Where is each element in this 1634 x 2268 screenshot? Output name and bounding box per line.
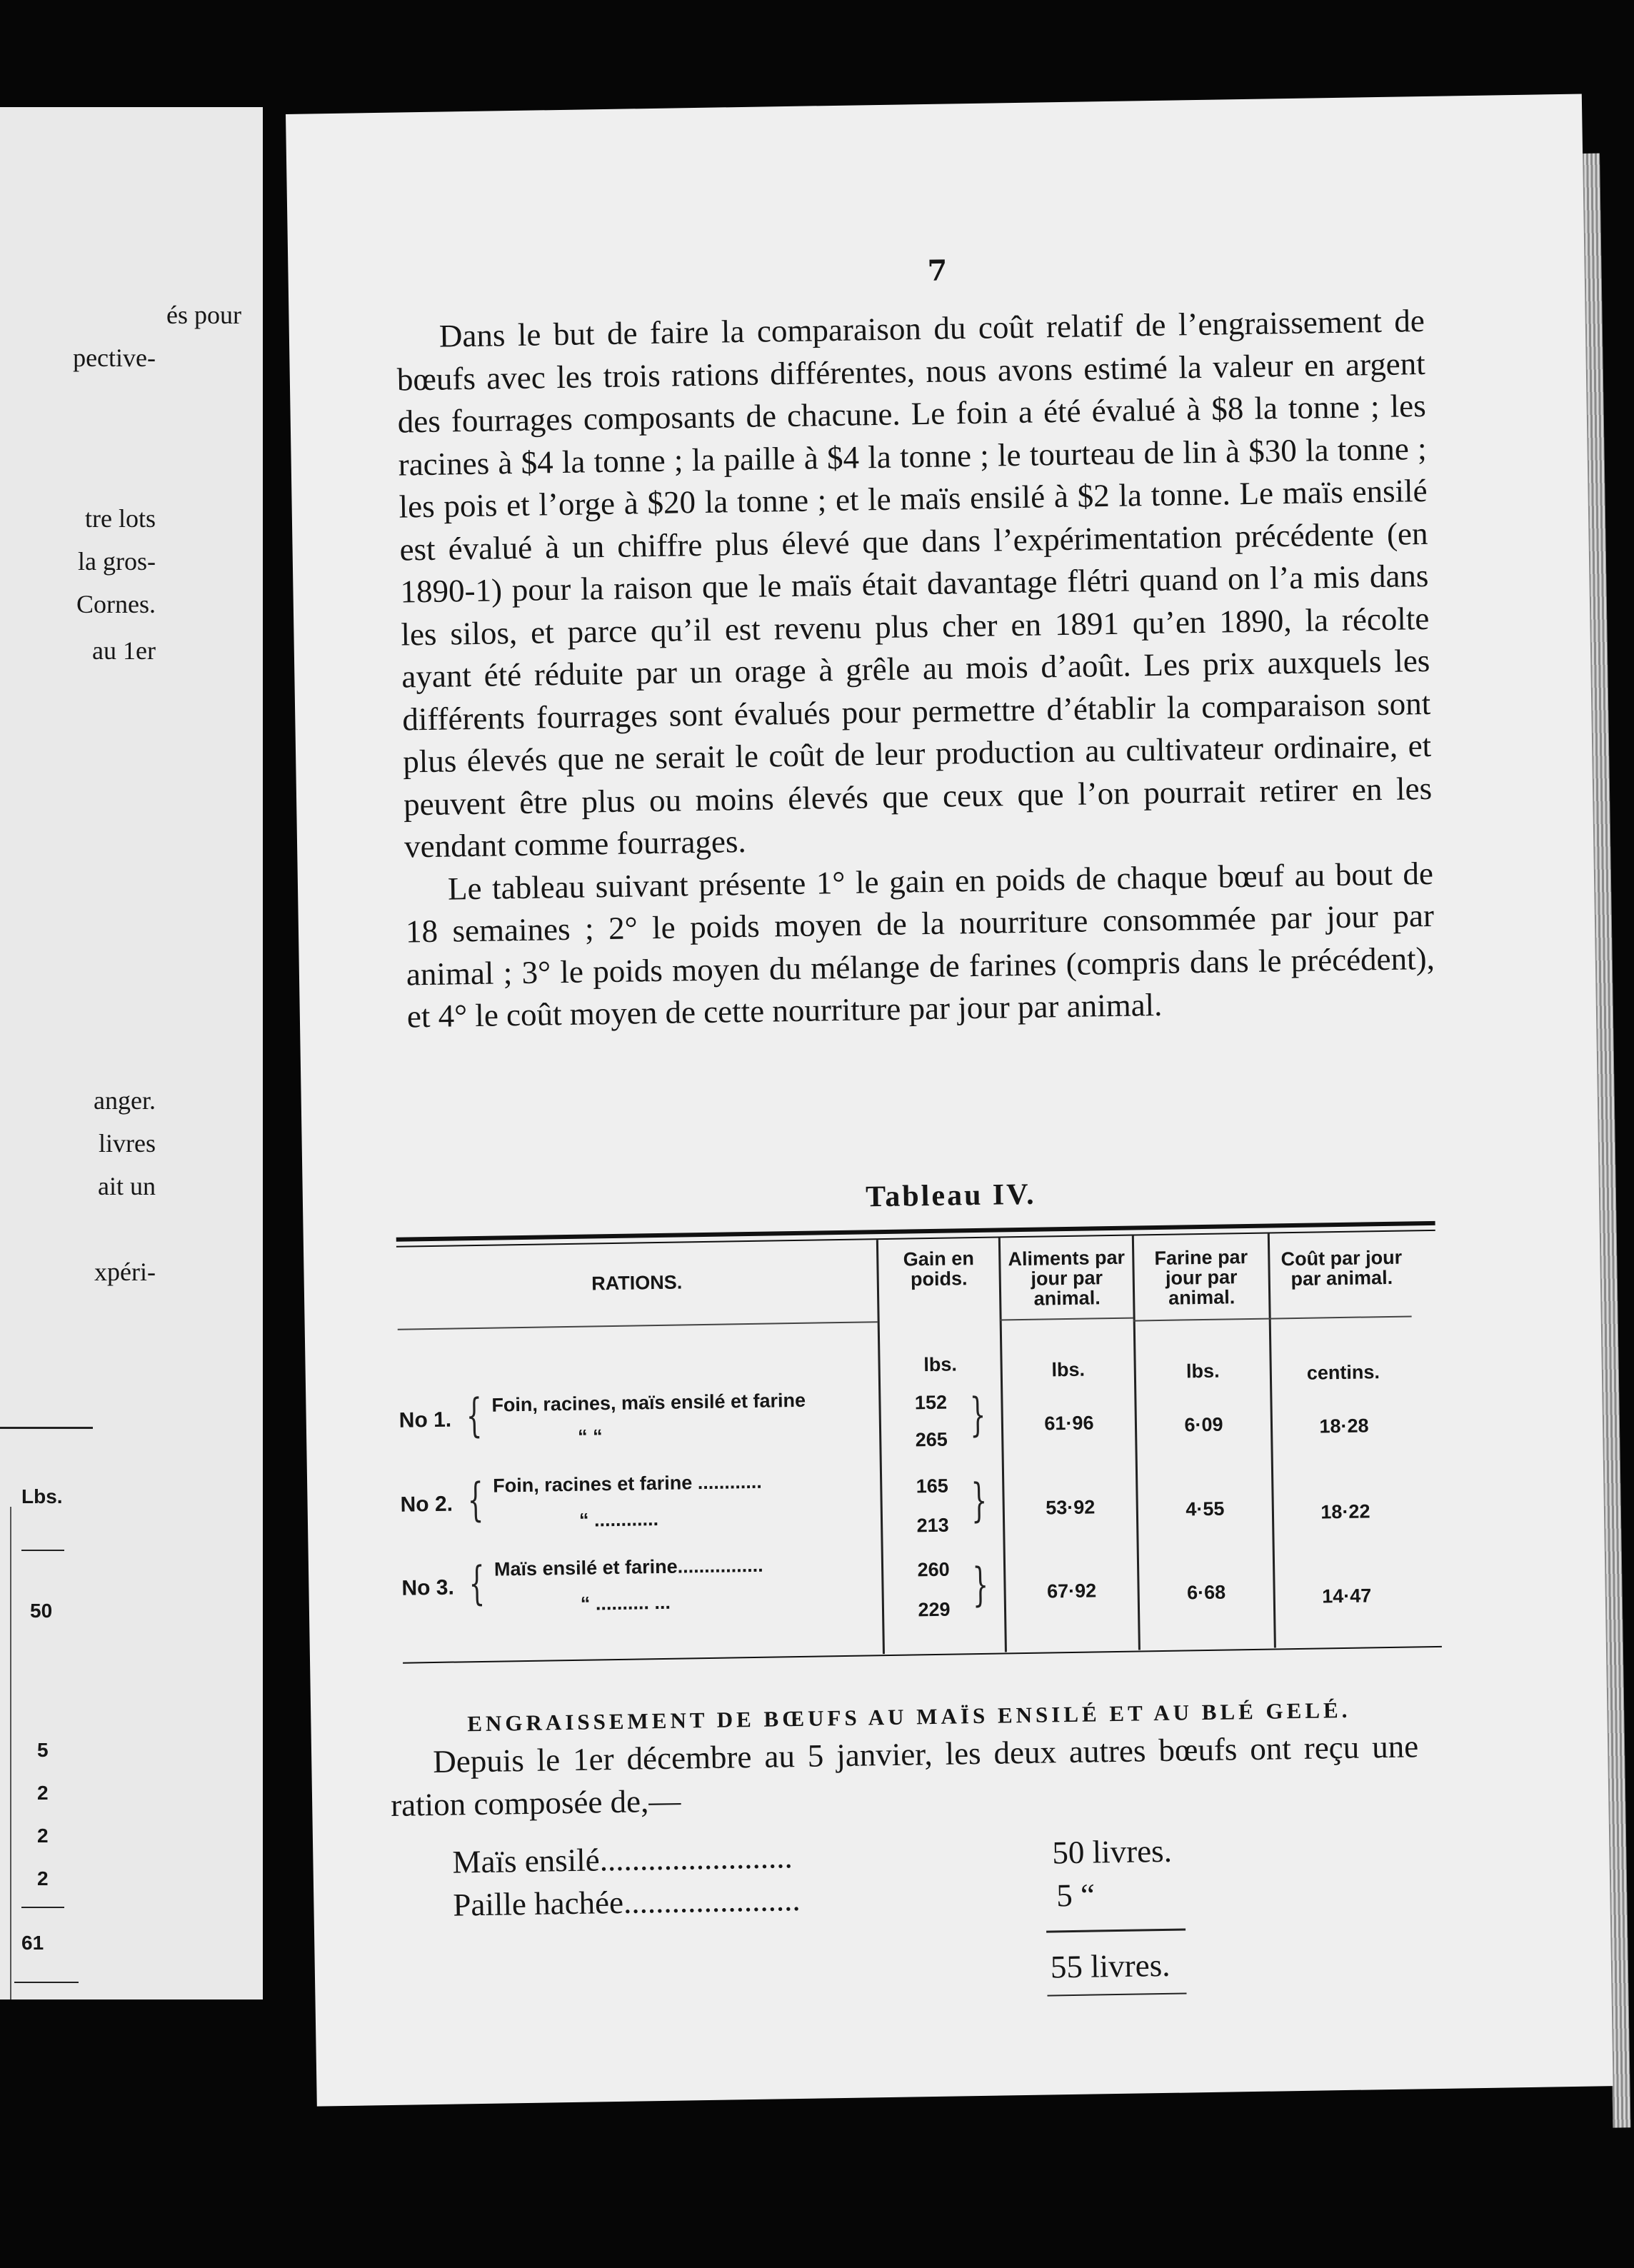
- farine-value: 6·09: [1184, 1413, 1223, 1436]
- header-cout: Coût par jour par animal.: [1280, 1246, 1403, 1290]
- header-gain: Gain en poids.: [903, 1248, 975, 1290]
- ration-item-value: 5 “: [1056, 1877, 1096, 1914]
- unit-gain: lbs.: [923, 1353, 958, 1376]
- left-table-value: 5: [37, 1739, 49, 1761]
- header-farine: Farine par jour par animal.: [1154, 1246, 1248, 1309]
- left-table-rule: [14, 1982, 79, 1983]
- brace-symbol: }: [969, 1388, 986, 1442]
- column-divider: [876, 1240, 885, 1654]
- section-text: [390, 1725, 1420, 1827]
- ration-description: “ ............: [578, 1508, 659, 1531]
- header-rations: RATIONS.: [591, 1271, 683, 1295]
- gain-value: 165: [916, 1475, 949, 1497]
- left-page-line: au 1er: [92, 636, 156, 665]
- left-page-line: Cornes.: [76, 590, 156, 618]
- page-number: 7: [927, 254, 948, 288]
- ration-description: “ .......... ...: [580, 1591, 671, 1615]
- cout-value: 18·28: [1319, 1415, 1369, 1437]
- left-page-line: és pour: [166, 301, 241, 329]
- paragraph: Depuis le 1er décembre au 5 janvier, les deux autres bœufs ont reçu une ration composée de,—: [390, 1728, 1419, 1823]
- left-page-line: livres: [99, 1129, 156, 1158]
- brace-symbol: }: [972, 1558, 989, 1612]
- cout-value: 18·22: [1320, 1500, 1370, 1523]
- cout-value: 14·47: [1322, 1585, 1372, 1607]
- total-rule: [1047, 1993, 1186, 1997]
- ration-item-value: 50 livres.: [1051, 1832, 1173, 1871]
- farine-value: 4·55: [1186, 1497, 1225, 1520]
- left-table-rule: [0, 1427, 93, 1429]
- ration-total: 55 livres.: [1050, 1947, 1171, 1985]
- gain-value: 152: [914, 1391, 948, 1414]
- ration-item-name: Paille hachée......................: [453, 1881, 801, 1923]
- paragraph: Dans le but de faire la comparaison du coût relatif de l’engraissement de bœufs avec les trois rations différentes, nous avons estimé la valeur en argent des fourrages composants de chacune. Le foin a été évalué à $8 la tonne ; les racines à $4 la tonne ; la paille à $4 la tonne ; le tourteau de lin à $30 la tonne ; les pois et l’orge à $20 la tonne ; et le maïs ensilé à $2 la tonne. Le maïs ensilé est évalué à un chiffre plus élevé que dans l’expérimentation précédente (en 1890-1) pour la raison que le maïs était davantage flétri quand on l’a mis dans les silos, et parce qu’il est revenu plus cher en 1891 qu’en 1890, la récolte ayant été réduite par un orage à grêle au mois d’août. Les prix auxquels les différents fourrages sont évalués pour permettre d’établir la comparaison sont plus élevés que ne serait le coût de leur production au cultivateur ordinaire, et peuvent être plus ou moins élevés que ceux que l’on pourrait retirer en les vendant comme fourrages.: [396, 302, 1433, 865]
- header-rule: [398, 1321, 878, 1330]
- paragraph: Le tableau suivant présente 1° le gain en poids de chaque bœuf au bout de 18 semaines ; 2° le poids moyen de la nourriture consommée par jour par animal ; 3° le poids moyen du mélange de farines (compris dans le précédent), et 4° le coût moyen de cette nourriture par jour par animal.: [405, 855, 1435, 1035]
- gain-value: 265: [915, 1428, 948, 1451]
- brace-symbol: {: [468, 1557, 486, 1611]
- total-rule: [1046, 1929, 1186, 1933]
- unit-farine: lbs.: [1186, 1360, 1220, 1383]
- ration-item-name: Maïs ensilé........................: [452, 1839, 793, 1880]
- body-text: [396, 300, 1435, 1038]
- table-title: Tableau IV.: [865, 1178, 1036, 1214]
- gain-value: 213: [916, 1514, 949, 1537]
- left-page-line: ait un: [98, 1172, 156, 1200]
- header-rule: [1000, 1318, 1133, 1321]
- section-heading: ENGRAISSEMENT DE BŒUFS AU MAÏS ENSILÉ ET AU BLÉ GELÉ.: [467, 1697, 1351, 1737]
- left-page-line: tre lots: [85, 504, 156, 533]
- left-table-value: 50: [30, 1600, 53, 1622]
- left-table-value: 2: [37, 1782, 49, 1804]
- left-page-line: la gros-: [78, 547, 156, 576]
- ration-row-label: No 3.: [401, 1575, 455, 1600]
- left-page-line: xpéri-: [94, 1258, 156, 1286]
- farine-value: 6·68: [1186, 1581, 1226, 1604]
- brace-symbol: {: [467, 1473, 484, 1527]
- left-table-divider: [10, 1507, 11, 1999]
- main-page: [286, 94, 1613, 2106]
- left-table-header: Lbs.: [21, 1485, 63, 1507]
- aliments-value: 61·96: [1044, 1412, 1094, 1435]
- brace-symbol: }: [971, 1474, 988, 1528]
- left-table-total: 61: [21, 1932, 44, 1954]
- left-page-line: anger.: [94, 1086, 156, 1115]
- header-rule: [1133, 1318, 1269, 1322]
- aliments-value: 67·92: [1046, 1580, 1097, 1602]
- left-page-fragment: [0, 107, 263, 1999]
- table-bottom-rule: [403, 1646, 1442, 1664]
- ration-description: Maïs ensilé et farine................: [493, 1554, 763, 1580]
- unit-aliments: lbs.: [1051, 1358, 1086, 1381]
- aliments-value: 53·92: [1046, 1496, 1096, 1519]
- ration-description: Foin, racines et farine ............: [492, 1470, 763, 1497]
- header-rule: [1269, 1315, 1412, 1319]
- brace-symbol: {: [466, 1389, 483, 1443]
- data-table: [396, 1221, 1442, 1673]
- left-table-value: 2: [37, 1825, 49, 1847]
- ration-row-label: No 2.: [400, 1492, 453, 1517]
- left-page-line: pective-: [73, 343, 156, 372]
- ration-description: Foin, racines, maïs ensilé et farine: [491, 1389, 806, 1416]
- ration-description: “ “: [577, 1425, 603, 1447]
- gain-value: 229: [918, 1598, 951, 1621]
- header-aliments: Aliments par jour par animal.: [1008, 1246, 1126, 1310]
- ration-row-label: No 1.: [399, 1408, 452, 1432]
- left-table-rule: [21, 1907, 64, 1908]
- left-table-rule: [21, 1550, 64, 1551]
- gain-value: 260: [917, 1558, 950, 1581]
- unit-cout: centins.: [1306, 1361, 1380, 1384]
- left-table-value: 2: [37, 1867, 49, 1890]
